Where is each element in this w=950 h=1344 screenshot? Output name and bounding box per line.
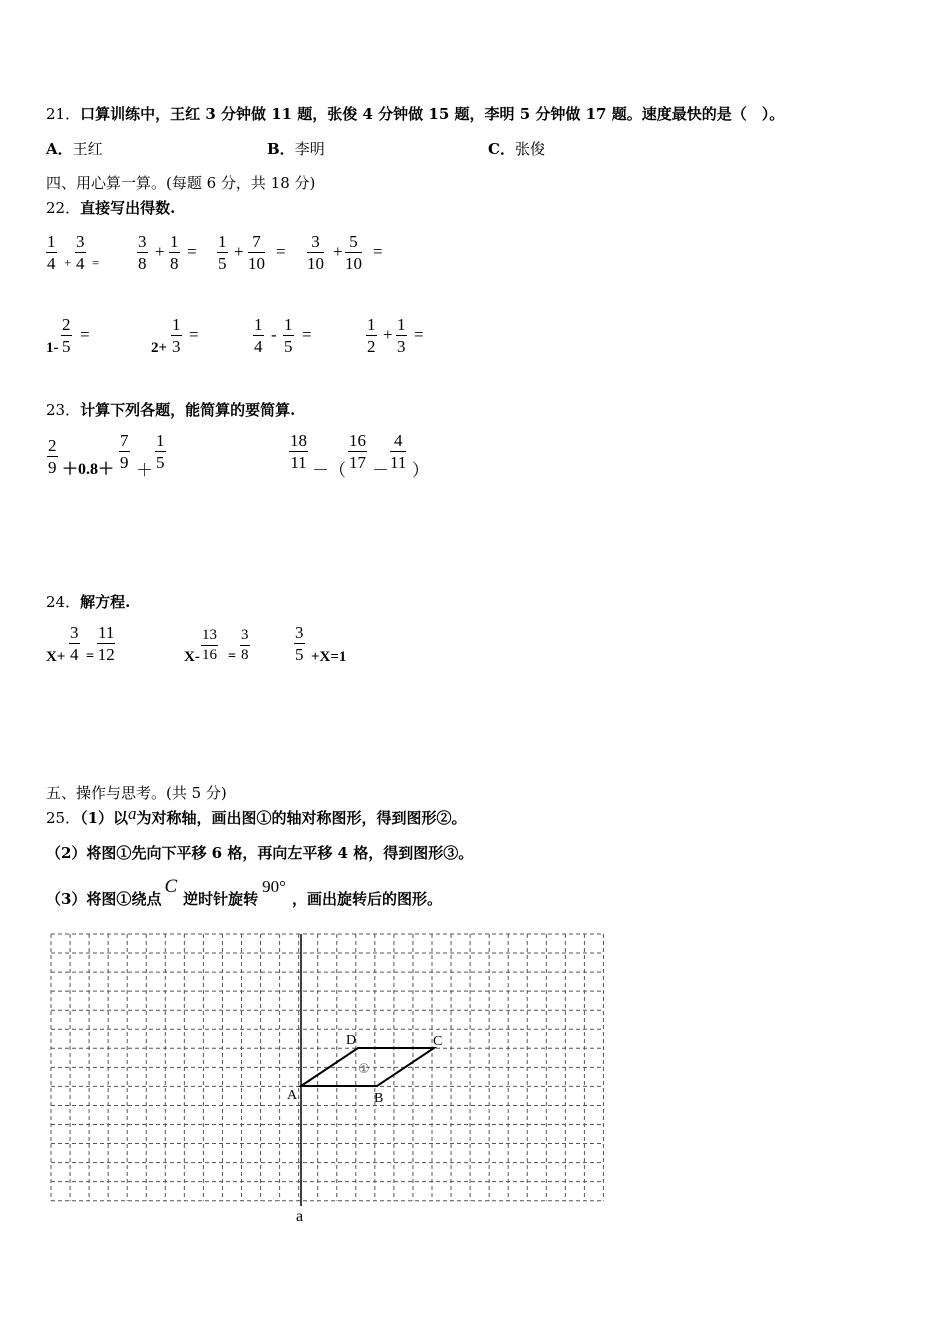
equals: = [228,649,236,664]
operator: + [64,255,72,270]
section-5-heading: 五、操作与思考。(共 5 分) [46,784,227,802]
fraction: $\frac{2}{9}$ [48,436,57,477]
q24-text: 解方程. [80,593,131,611]
q24 [46,591,130,612]
fraction: $\frac{1}{8}$ [170,232,179,273]
q22 [46,197,175,218]
operator: － [372,461,389,480]
q25-part1 [46,804,467,828]
label-d-point: D [346,1033,357,1048]
q21-option-a[interactable] [46,138,103,159]
expression-middle: ＋0.8＋ [62,461,115,478]
q25-part3-text-a: （3）将图①绕点 [46,890,162,908]
q24-number: 24． [46,593,81,611]
q22-number: 22． [46,199,81,217]
fraction: $\frac{1}{4}$ [254,315,263,356]
q25-part1-text-a: （1）以 [80,809,129,827]
option-text: 张俊 [514,140,545,158]
equals: = [86,649,94,664]
fraction: $\frac{18}{11}$ [290,431,307,472]
axis-label: a [296,1208,304,1225]
equals: = [373,242,383,261]
q21 [46,103,784,124]
option-letter: B． [267,140,295,158]
shape-number-label: ① [358,1062,370,1077]
prefix: X- [184,649,200,665]
fraction: $\frac{1}{4}$ [47,232,56,273]
q25-part3-text-b: 逆时针旋转 [183,890,259,908]
equals: = [92,255,100,270]
fraction: $\frac{11}{12}$ [97,623,115,664]
q25-part3 [46,876,442,910]
operator: + [234,242,244,261]
fraction: $\frac{13}{16}$ [202,627,217,663]
q25-number: 25． [46,809,81,827]
rotation-angle: 90° [262,877,286,896]
fraction: $\frac{16}{17}$ [349,431,366,472]
equals: = [189,325,199,344]
fraction: $\frac{1}{2}$ [367,315,376,356]
fraction: $\frac{3}{4}$ [70,623,79,664]
operator: - [271,325,277,344]
fraction: $\frac{1}{3}$ [172,315,181,356]
option-letter: C． [488,140,515,158]
prefix: 2+ [151,340,168,356]
q21-number: 21． [46,105,81,123]
q23-text: 计算下列各题，能简算的要简算. [80,401,296,419]
equals: = [302,325,312,344]
fraction: $\frac{3}{4}$ [76,232,85,273]
operator: + [333,242,343,261]
option-letter: A． [46,140,73,158]
q23 [46,399,295,420]
expression-end: ） [412,461,429,480]
fraction: $\frac{7}{10}$ [248,232,265,273]
q25-part2: （2）将图①先向下平移 6 格，再向左平移 4 格，得到图形③。 [46,844,474,862]
point-variable: C [164,876,178,897]
fraction: $\frac{2}{5}$ [62,315,71,356]
fraction: $\frac{1}{3}$ [397,315,406,356]
grid-figure [48,932,618,1227]
q23-number: 23． [46,401,81,419]
q25-part3-text-c: ，画出旋转后的图形。 [291,890,442,908]
fraction: $\frac{7}{9}$ [120,431,129,472]
option-text: 王红 [72,140,103,158]
fraction: $\frac{3}{5}$ [295,623,304,664]
fraction: $\frac{3}{8}$ [138,232,147,273]
section-4-heading: 四、用心算一算。(每题 6 分，共 18 分) [46,174,316,192]
suffix: +X=1 [311,649,347,665]
q21-option-c[interactable] [488,138,545,159]
operator: + [155,242,165,261]
prefix: 1- [46,340,59,356]
equals: = [276,242,286,261]
q21-option-b[interactable] [267,138,325,159]
option-text: 李明 [294,140,325,158]
fraction: $\frac{1}{5}$ [156,431,165,472]
operator: + [383,325,393,344]
prefix: X+ [46,649,66,665]
label-b-point: B [374,1091,384,1106]
fraction: $\frac{1}{5}$ [284,315,293,356]
equals: = [80,325,90,344]
fraction: $\frac{3}{10}$ [307,232,324,273]
fraction: $\frac{1}{5}$ [218,232,227,273]
fraction: $\frac{4}{11}$ [390,431,407,472]
operator: ＋ [136,461,153,480]
expression-middle: －（ [312,461,346,480]
q25-part1-text-b: 为对称轴，画出图①的轴对称图形，得到图形②。 [136,809,467,827]
fraction: $\frac{3}{8}$ [241,627,249,663]
label-c-point: C [433,1034,443,1049]
q21-text: 口算训练中，王红 3 分钟做 11 题，张俊 4 分钟做 15 题，李明 5 分钟做 17 题。速度最快的是（ ）。 [80,105,785,123]
equals: = [414,325,424,344]
equals: = [187,242,197,261]
label-a-point: A [287,1088,298,1103]
fraction: $\frac{5}{10}$ [345,232,362,273]
q22-text: 直接写出得数. [80,199,176,217]
axis-variable: a [128,804,137,823]
